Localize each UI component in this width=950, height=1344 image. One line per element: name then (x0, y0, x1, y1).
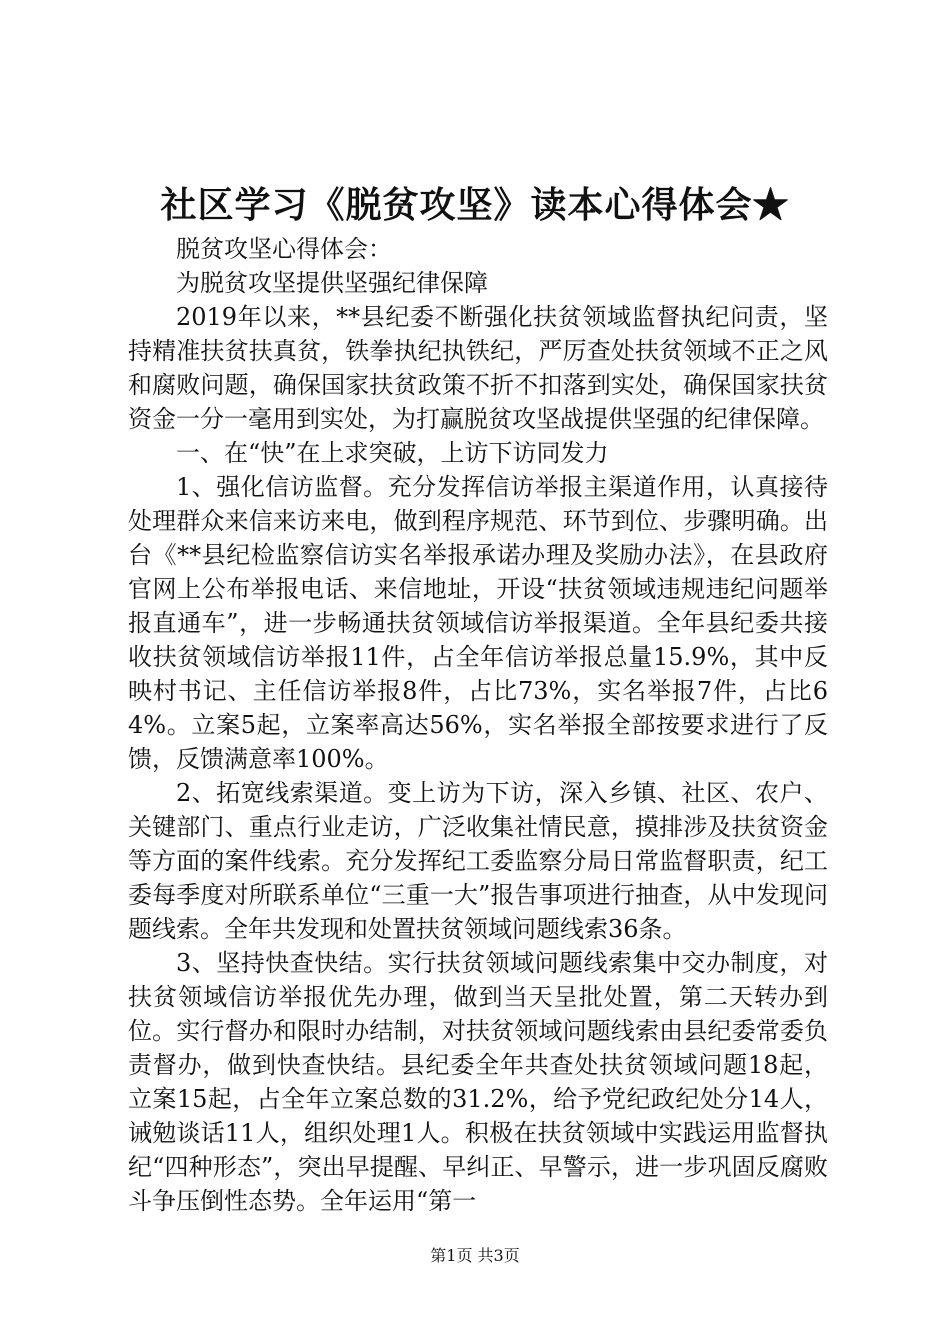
paragraph-item-3: 3、坚持快查快结。实行扶贫领域问题线索集中交办制度，对扶贫领域信访举报优先办理，做到当天呈批处置，第二天转办到位。实行督办和限时办结制，对扶贫领域问题线索由县纪委常委负责督办，做到快查快结。县纪委全年共查处扶贫领域问题18起，立案15起，占全年立案总数的31.2%，给予党纪政纪处分14人，诫勉谈话11人，组织处理1人。积极在扶贫领域中实践运用监督执纪“四种形态”，突出早提醒、早纠正、早警示，进一步巩固反腐败斗争压倒性态势。全年运用“第一 (128, 949, 828, 1215)
document-body (128, 232, 828, 1218)
paragraph-item-2: 2、拓宽线索渠道。变上访为下访，深入乡镇、社区、农户、关键部门、重点行业走访，广泛收集社情民意，摸排涉及扶贫资金等方面的案件线索。充分发挥纪工委监察分局日常监督职责，纪工委每季度对所联系单位“三重一大”报告事项进行抽查，从中发现问题线索。全年共发现和处置扶贫领域问题线索36条。 (128, 779, 828, 943)
paragraph-subtitle: 为脱贫攻坚提供坚强纪律保障 (176, 269, 488, 297)
paragraph-item-1: 1、强化信访监督。充分发挥信访举报主渠道作用，认真接待处理群众来信来访来电，做到程序规范、环节到位、步骤明确。出台《**县纪检监察信访实名举报承诺办理及奖励办法》，在县政府官网上公布举报电话、来信地址，开设“扶贫领域违规违纪问题举报直通车”，进一步畅通扶贫领域信访举报渠道。全年县纪委共接收扶贫领域信访举报11件，占全年信访举报总量15.9%，其中反映村书记、主任信访举报8件，占比73%，实名举报7件，占比64%。立案5起，立案率高达56%，实名举报全部按要求进行了反馈，反馈满意率100%。 (128, 473, 828, 773)
paragraph-heading-label: 脱贫攻坚心得体会： (176, 235, 392, 263)
section-heading-1: 一、在“快”在上求突破，上访下访同发力 (176, 439, 609, 467)
paragraph-intro: 2019年以来，**县纪委不断强化扶贫领域监督执纪问责，坚持精准扶贫扶真贫，铁拳执纪执铁纪，严厉查处扶贫领域不正之风和腐败问题，确保国家扶贫政策不折不扣落到实处，确保国家扶贫资金一分一毫用到实处，为打赢脱贫攻坚战提供坚强的纪律保障。 (128, 303, 828, 433)
document-title: 社区学习《脱贫攻坚》读本心得体会★ (160, 184, 790, 226)
page-number-footer: 第1页 共3页 (430, 1246, 520, 1265)
